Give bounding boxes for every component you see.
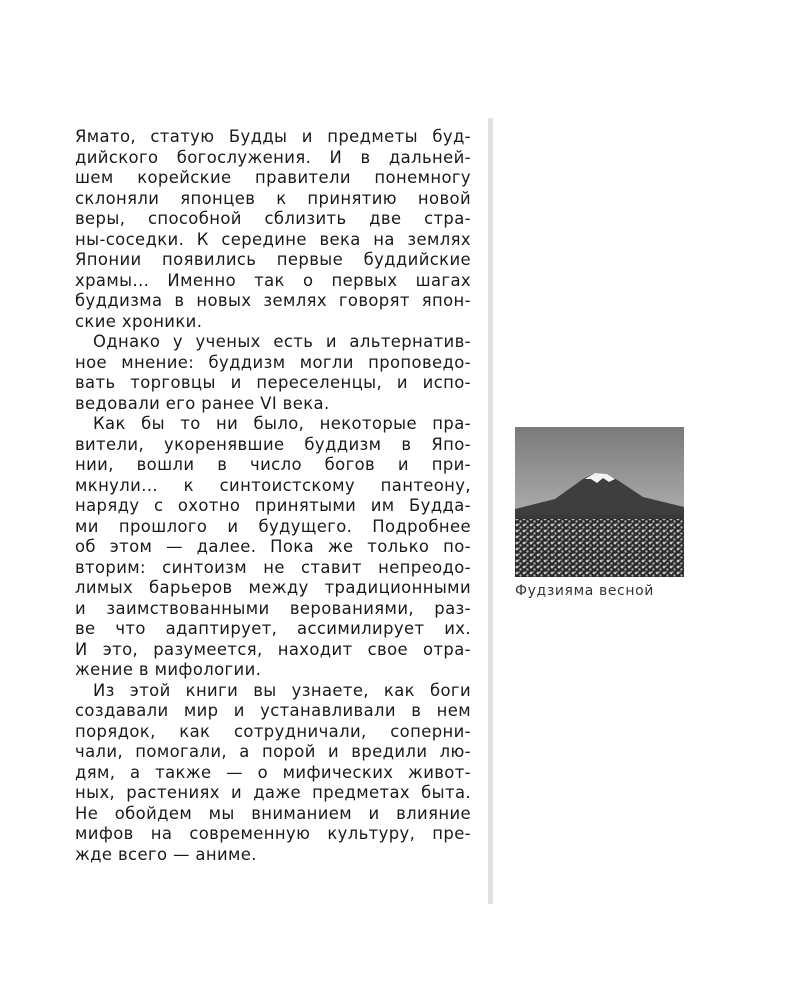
text-line: склоняли японцев к принятию новой	[75, 188, 471, 208]
text-line: ские хроники.	[75, 311, 203, 331]
text-line: об этом — далее. Пока же только по-	[75, 537, 471, 556]
text-line: Не обойдем мы вниманием и влияние	[75, 803, 471, 823]
text-line: ное мнение: буддизм могли проповедо-	[75, 352, 471, 372]
text-line: веры, способной сблизить две стра-	[75, 209, 471, 228]
text-line: мкнули... к синтоистскому пантеону,	[75, 475, 471, 495]
text-line: И это, разумеется, находит свое отра-	[75, 639, 471, 659]
text-line: наряду с охотно принятыми им Будда-	[75, 496, 471, 515]
paragraph-start-line: Как бы то ни было, некоторые пра-	[93, 414, 471, 433]
text-line: вать торговцы и переселенцы, и испо-	[75, 373, 471, 392]
photo-figure	[515, 427, 684, 599]
margin-divider	[488, 118, 493, 904]
paragraph-start-line: Из этой книги вы узнаете, как боги	[93, 680, 471, 700]
text-line: создавали мир и устанавливали в нем	[75, 701, 471, 720]
text-line: вторим: синтоизм не ставит непреодо-	[75, 557, 471, 577]
text-line: ми прошлого и будущего. Подробнее	[75, 516, 471, 536]
text-line: вители, укоренявшие буддизм в Япо-	[75, 434, 471, 454]
text-line: лимых барьеров между традиционными	[75, 578, 471, 597]
photo-caption: Фудзияма весной	[515, 583, 654, 599]
main-text	[75, 127, 471, 865]
text-line: и заимствованными верованиями, раз-	[75, 598, 471, 618]
text-line: дийского богослужения. И в дальней-	[75, 147, 471, 167]
text-line: Ямато, статую Будды и предметы буд-	[75, 127, 471, 146]
text-line: храмы... Именно так о первых шагах	[75, 270, 471, 290]
paragraph-start-line: Однако у ученых есть и альтернатив-	[93, 332, 471, 351]
text-line: дям, а также — о мифических живот-	[75, 762, 471, 782]
text-line: ведовали его ранее VI века.	[75, 393, 330, 413]
text-line: шем корейские правители понемногу	[75, 168, 471, 187]
text-line: нии, вошли в число богов и при-	[75, 455, 471, 474]
text-line: буддизма в новых землях говорят япон-	[75, 291, 471, 310]
text-line: чали, помогали, а порой и вредили лю-	[75, 742, 471, 761]
text-line: ных, растениях и даже предметах быта.	[75, 783, 471, 802]
mount-fuji-photo	[515, 427, 684, 577]
text-line: мифов на современную культуру, пре-	[75, 824, 471, 843]
text-line: ны-соседки. К середине века на землях	[75, 229, 471, 249]
text-line: порядок, как сотрудничали, соперни-	[75, 721, 471, 741]
text-line: жение в мифологии.	[75, 660, 262, 679]
text-line: жде всего — аниме.	[75, 844, 257, 864]
text-line: ве что адаптирует, ассимилирует их.	[75, 619, 471, 638]
text-line: Японии появились первые буддийские	[75, 250, 471, 269]
